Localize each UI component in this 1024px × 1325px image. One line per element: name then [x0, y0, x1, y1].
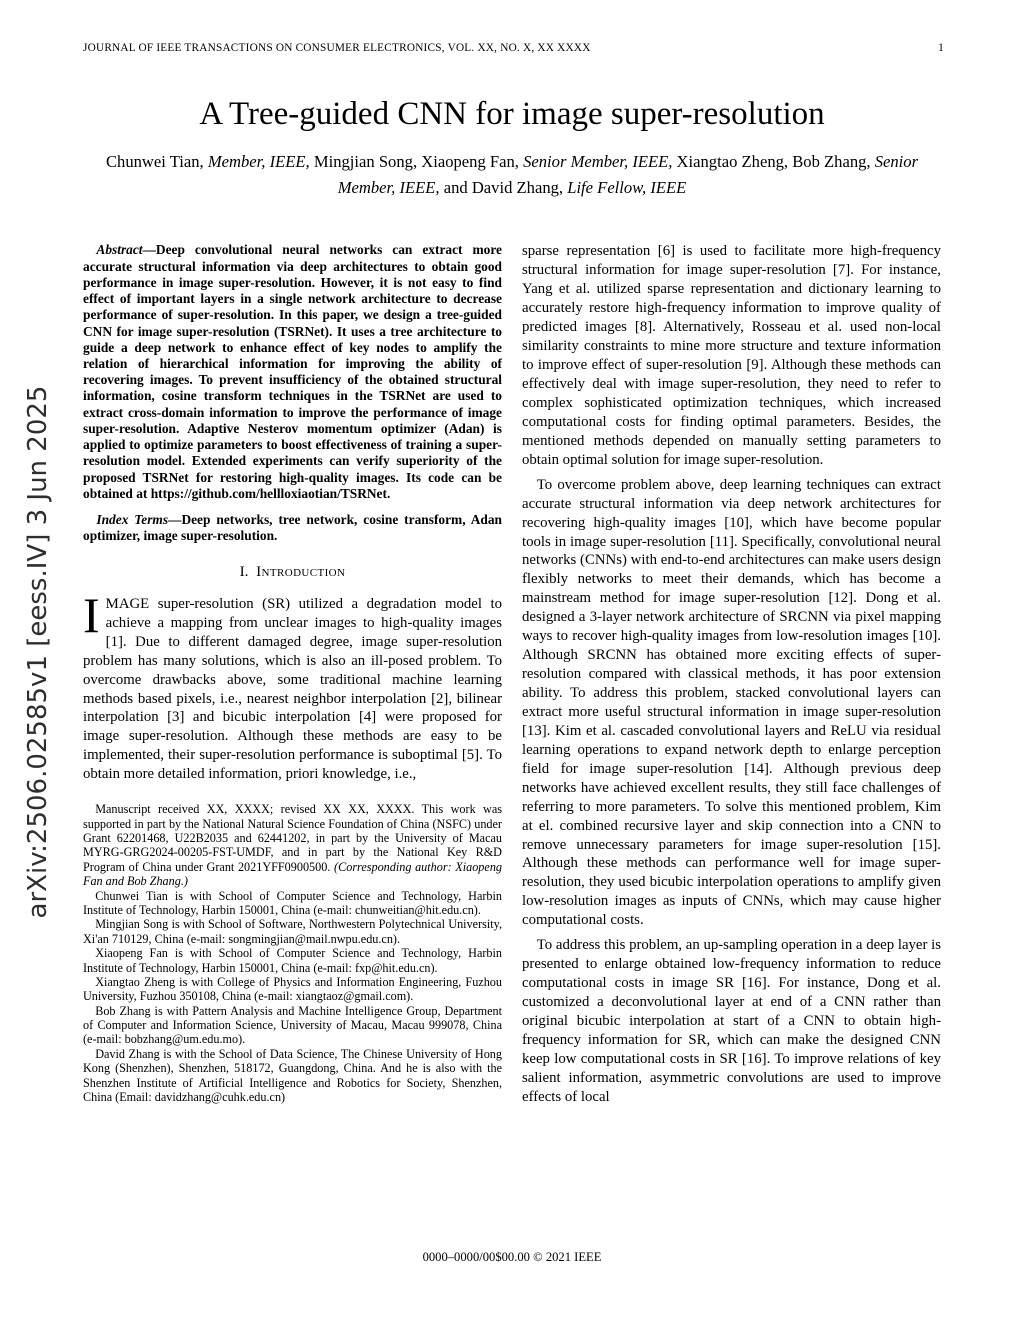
footnote-item: Chunwei Tian is with School of Computer Science and Technology, Harbin Institute of Technology, Harbin 150001, China (e-mail: chunweitian@hit.edu.cn). [83, 888, 502, 917]
footnote-item: Xiaopeng Fan is with School of Computer Science and Technology, Harbin Institute of Technology, Harbin 150001, China (e-mail: fxp@hit.edu.cn). [83, 946, 502, 975]
abstract [83, 242, 502, 502]
drop-cap: I [83, 586, 100, 643]
section-title: Introduction [256, 563, 346, 581]
two-column-body [83, 242, 941, 1106]
footnotes [83, 802, 502, 1104]
footnote-item: Bob Zhang is with Pattern Analysis and Machine Intelligence Group, Department of Computer and Information Science, University of Macau, Macau 999078, China (e-mail: bobzhang@um.edu.mo). [83, 1003, 502, 1047]
author-affiliation-label: Senior Member, IEEE, [523, 152, 673, 171]
section-heading-introduction [83, 562, 502, 581]
footnote-manuscript-text: Manuscript received XX, XXXX; revised XX XX, XXXX. This work was supported in part by the National Natural Science Foundation of China (NSFC) under Grant 62201468, U22B2035 and 62441202, in part by the University of Macau MYRG-GRG2024-00205-FST-UMDF, and in part by the National Key R&D Program of China under Grant 2021YFF0900500. [83, 802, 502, 874]
paper-title: A Tree-guided CNN for image super-resolution [199, 96, 825, 132]
intro-paragraph-text: MAGE super-resolution (SR) utilized a degradation model to achieve a mapping from unclear images to high-quality images [1]. Due to different damaged degree, image super-resolution problem has many solutions, which is also an ill-posed problem. To overcome drawbacks above, some traditional machine learning methods based pixels, i.e., nearest neighbor interpolation [2], bilinear interpolation [3] and bicubic interpolation [4] were proposed for image super-resolution. Although these methods are easy to be implemented, their super-resolution performance is suboptimal [5]. To obtain more detailed information, priori knowledge, i.e., [83, 595, 502, 783]
page-number: 1 [938, 42, 944, 54]
running-header [83, 42, 944, 54]
arxiv-watermark: arXiv:2506.02585v1 [eess.IV] 3 Jun 2025 [23, 385, 53, 919]
author-list [97, 149, 927, 200]
section-number: I. [239, 563, 249, 581]
left-column [83, 242, 502, 1106]
footnote-item: Xiangtao Zheng is with College of Physics and Information Engineering, Fuzhou University, Fuzhou 350108, China (e-mail: xiangtaoz@gmail.com). [83, 974, 502, 1004]
author-segment: Mingjian Song, Xiaopeng Fan, [309, 152, 524, 171]
body-paragraph: To address this problem, an up-sampling operation in a deep layer is presented to enlarge obtained low-frequency information to reduce computational costs in image SR [16]. For instance, Dong et al. customized a deconvolutional layer at end of a CNN rather than original bicubic interpolation at start of a CNN to obtain high-frequency information for SR, which can make the designed CNN keep low computational costs in SR [16]. To improve relations of key salient information, asymmetric convolutions are used to improve effects of local [522, 937, 941, 1105]
author-affiliation-label: Member, IEEE, [207, 152, 310, 171]
intro-paragraph [83, 586, 502, 784]
abstract-label: Abstract [96, 242, 143, 258]
github-link[interactable]: https://github.com/hellloxiaotian/TSRNet [150, 485, 387, 501]
index-terms [83, 512, 502, 544]
author-affiliation-label: Senior Member, IEEE, [337, 152, 919, 197]
author-affiliation-label: Life Fellow, IEEE [567, 177, 687, 197]
body-paragraph: To overcome problem above, deep learning techniques can extract accurate structural information via deep network architectures for recovering high-quality images [10], which have become popular tools in image super-resolution [11]. Specifically, convolutional neural networks (CNNs) with end-to-end architectures can make users design flexibly networks to meet their demands, which has become a mainstream method for image super-resolution [12]. Dong et al. designed a 3-layer network architecture of SRCNN via pixel mapping ways to recover high-quality images from low-resolution images [10]. Although SRCNN has obtained more exciting effects of super-resolution compared with classical methods, it has poor extension ability. To address this problem, stacked convolutional layers can extract more useful structural information in image super-resolution [13]. Kim et al. cascaded convolutional layers and ReLU via residual learning operations to expand network depth to enlarge perception field for image super-resolution [14]. Although previous deep networks have achieved excellent results, they still face challenges of referring to more parameters. To solve this mentioned problem, Kim at el. combined recursive layer and skip connection into a CNN to remove unnecessary parameters for image super-resolution [15]. Although these methods can performance well for image super-resolution, they used bicubic interpolation operations to amplify given low-resolution images as inputs of CNNs, which may cause higher computational costs. [522, 476, 941, 929]
footnote-manuscript [83, 802, 502, 888]
journal-title: JOURNAL OF IEEE TRANSACTIONS ON CONSUMER ELECTRONICS, VOL. XX, NO. X, XX XXXX [83, 42, 591, 54]
footnote-item: David Zhang is with the School of Data Science, The Chinese University of Hong Kong (Shenzhen), Shenzhen, 518172, Guangdong, China. And he is also with the Shenzhen Institute of Artificial Intelligence and Robotics for Society, Shenzhen, China (Email: davidzhang@cuhk.edu.cn) [83, 1046, 502, 1105]
body-paragraph: sparse representation [6] is used to facilitate more high-frequency structural information for image super-resolution [7]. For instance, Yang et al. utilized sparse representation and dictionary learning to accurately restore high-frequency information to improve quality of predicted images [8]. Alternatively, Rosseau et al. used non-local similarity constraints to mine more structure and texture information to improve effect of super-resolution [9]. Although these methods can effectively deal with image super-resolution, they need to refer to complex sophisticated optimization techniques, which increased computational costs for finding optimal parameters. Besides, the mentioned methods depended on manually setting parameters to obtain optimal solution for image super-resolution. [522, 243, 941, 468]
copyright-line: 0000–0000/00$00.00 © 2021 IEEE [422, 1250, 602, 1264]
author-segment: and David Zhang, [439, 177, 568, 197]
author-segment: Xiangtao Zheng, Bob Zhang, [672, 152, 875, 171]
index-terms-label: Index Terms [96, 511, 169, 527]
footnote-item: Mingjian Song is with School of Software, Northwestern Polytechnical University, Xi'an 710129, China (e-mail: songmingjian@mail.nwpu.edu.cn). [83, 917, 502, 946]
index-terms-text: —Deep networks, tree network, cosine transform, Adan optimizer, image super-resolution. [83, 511, 502, 544]
right-column [522, 242, 941, 1106]
page-footer [0, 1250, 1024, 1265]
abstract-text: —Deep convolutional neural networks can extract more accurate structural information via deep architectures to obtain good performance in image super-resolution. However, it is not easy to find effect of important layers in a single network architecture to decrease performance of super-resolution. In this paper, we design a tree-guided CNN for image super-resolution (TSRNet). It uses a tree architecture to guide a deep network to enhance effect of key nodes to amplify the relation of hierarchical information for improving the ability of recovering images. To prevent insufficiency of the obtained structural information, cosine transform techniques in the TSRNet are used to extract cross-domain information to improve the performance of image super-resolution. Adaptive Nesterov momentum optimizer (Adan) is applied to optimize parameters to boost effectiveness of training a super-resolution model. Extended experiments can verify superiority of the proposed TSRNet for restoring high-quality images. Its code can be obtained at [83, 242, 502, 501]
author-segment: Chunwei Tian, [105, 152, 208, 171]
abstract-text-end: . [386, 485, 391, 501]
corresponding-author-note: (Corresponding author: Xiaopeng Fan and Bob Zhang.) [83, 859, 503, 889]
